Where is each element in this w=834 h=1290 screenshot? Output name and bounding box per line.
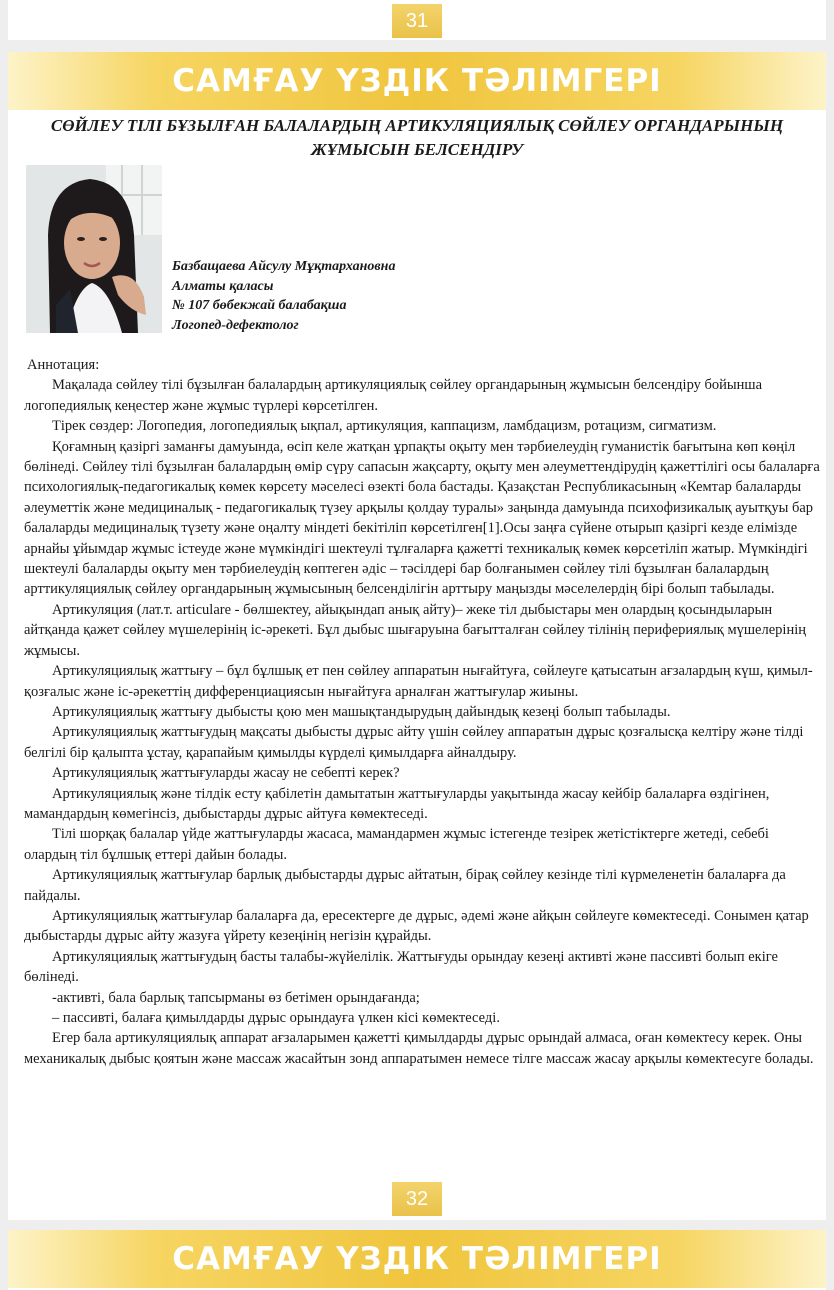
- paragraph: Тірек сөздер: Логопедия, логопедиялық ықпал, артикуляция, каппацизм, ламбдацизм, ротацизм, сигматизм.: [52, 418, 717, 435]
- paragraph: Егер бала артикуляциялық аппарат ағзаларымен қажетті қимылдарды дұрыс орындай алмаса, оған көмектесу керек. Оны механикалық дыбыс қоятын және массаж жасайтын зонд аппаратымен немесе тілге массаж жасау арқылы көмектесуге болады.: [24, 1030, 814, 1067]
- article-page: [8, 52, 826, 1220]
- paragraph: Артикуляциялық жаттығу – бұл бұлшық ет пен сөйлеу аппаратын нығайтуға, сөйлеуге қатысатын ағзалардың күш, қимыл-қозғалыс және іс-әрекеттің дифференциациясын нығайтуға арналған жаттығулар жиыны.: [24, 663, 813, 700]
- author-photo: [26, 165, 162, 333]
- paragraph: -активті, бала барлық тапсырманы өз бетімен орындағанда;: [52, 989, 420, 1006]
- paragraph: Тілі шорқақ балалар үйде жаттығуларды жасаса, мамандармен жұмыс істегенде тезірек жетістіктерге жетеді, себебі олардың тіл бұлшық еттері дайын болады.: [24, 826, 769, 863]
- paragraph: Артикуляциялық жаттығулар балаларға да, ересектерге де дұрыс, әдемі және айқын сөйлеуге көмектеседі. Сонымен қатар дыбыстарды дұрыс айту жазуға үйрету кезеңінің негізін құрайды.: [24, 907, 809, 945]
- paragraph: Артикуляциялық жаттығу дыбысты қою мен машықтандырудың дайындық кезеңі болып табылады.: [52, 703, 671, 720]
- paragraph: Қоғамның қазіргі заманғы дамуында, өсіп келе жатқан ұрпақты оқыту мен тәрбиелеудің гуманистік бағытына көп көңіл бөлінеді. Сөйлеу тілі бұзылған балалардың өмір сүру сапасын жақсарту, оқыту мен әлеуметтендірудің қажеттілігі осы балаларға психологиялық-педагогикалық көмек көрсету мәселесі өзекті бола бастады. Қазақстан Республикасының «Кемтар балаларды әлеуметтік және медициналық - педагогикалық түзеу арқылы қолдау туралы» заңында дамуында психофизикалық ауытқуы бар балаларды медициналық түзету және оңалту міндеті бекітіліп көрсетілген[1].Осы заңға сүйене отырып қазіргі кезде елімізде арнайы ұйымдар жұмыс істеуде және мүмкіндігі шектеулі тұлғаларға қажетті техникалық көмек көрсетіліп жатыр. Мүмкіндігі шектеулі балаларды оқыту мен тәрбиелеудің көптеген әдіс – тәсілдері бар болғанымен сөйлеу тілі бұзылған балалардың арттикуляциялық сөйлеу органдарының жұмысының белсенділігін арттыру маңызды мәселелердің бірі болып табылады.: [24, 438, 820, 598]
- header-banner: САМҒАУ ҮЗДІК ТӘЛІМГЕРІ: [8, 52, 826, 110]
- previous-page-strip: [8, 0, 826, 40]
- paragraph: Артикуляциялық жаттығудың мақсаты дыбысты дұрыс айту үшін сөйлеу аппаратын дұрыс қозғалысқа келтіру және тілді белгілі бір қалыпта ұстау, қарапайым қимылды күрделі қимылдарға айналдыру.: [24, 724, 804, 761]
- author-school: № 107 бөбекжай балабақша: [172, 298, 347, 313]
- author-position: Логопед-дефектолог: [172, 317, 299, 333]
- author-info: [172, 257, 395, 335]
- paragraph: Артикуляциялық жаттығулар барлық дыбыстарды дұрыс айтатын, бірақ сөйлеу кезінде тілі күрмеленетін балаларға да пайдалы.: [24, 867, 786, 904]
- paragraph: Артикуляциялық және тілдік есту қабілетін дамытатын жаттығуларды уақытында жасау кейбір балаларға өздігінен, мамандардың көмегінсіз, дыбыстарды дұрыс айтуға көмектеседі.: [24, 785, 770, 822]
- paragraph: Артикуляциялық жаттығудың басты талабы-жүйелілік. Жаттығуды орындау кезеңі активті және пассивті болып екіге бөлінеді.: [24, 948, 778, 986]
- author-city: Алматы қаласы: [172, 278, 274, 294]
- annotation-heading: Аннотация:: [27, 357, 100, 373]
- author-portrait-image: [26, 165, 162, 333]
- paragraph: Артикуляция (лат.т. articulare - бөлшектеу, айықындап анық айту)– жеке тіл дыбыстары мен олардың қосындыларын айтқанда қажет сөйлеу мүшелерінің іс-әрекеті. Бұл дыбыс шығаруына бағытталған сөйлеу тілінің перифериялық мүшелерінің жұмысы.: [24, 601, 806, 659]
- header-banner: САМҒАУ ҮЗДІК ТӘЛІМГЕРІ: [8, 1230, 826, 1288]
- author-name: Базбащаева Айсулу Мұқтархановна: [172, 259, 396, 274]
- article-body: [24, 355, 820, 1069]
- page-number-badge: 32: [392, 1182, 442, 1216]
- page-number-badge: 31: [392, 4, 442, 38]
- next-page-strip: [8, 1230, 826, 1290]
- paragraph: – пассивті, балаға қимылдарды дұрыс орындауға үлкен кісі көмектеседі.: [52, 1010, 500, 1026]
- paragraph: Артикуляциялық жаттығуларды жасау не себепті керек?: [52, 765, 400, 782]
- article-title: СӨЙЛЕУ ТІЛІ БҰЗЫЛҒАН БАЛАЛАРДЫҢ АРТИКУЛЯЦИЯЛЫҚ СӨЙЛЕУ ОРГАНДАРЫНЫҢ ЖҰМЫСЫН БЕЛСЕНДІРУ: [50, 116, 784, 159]
- paragraph: Мақалада сөйлеу тілі бұзылған балалардың артикуляциялық сөйлеу органдарының жұмысын белсендіру бойынша логопедиялық кеңестер және жұмыс түрлері көрсетілген.: [24, 377, 763, 414]
